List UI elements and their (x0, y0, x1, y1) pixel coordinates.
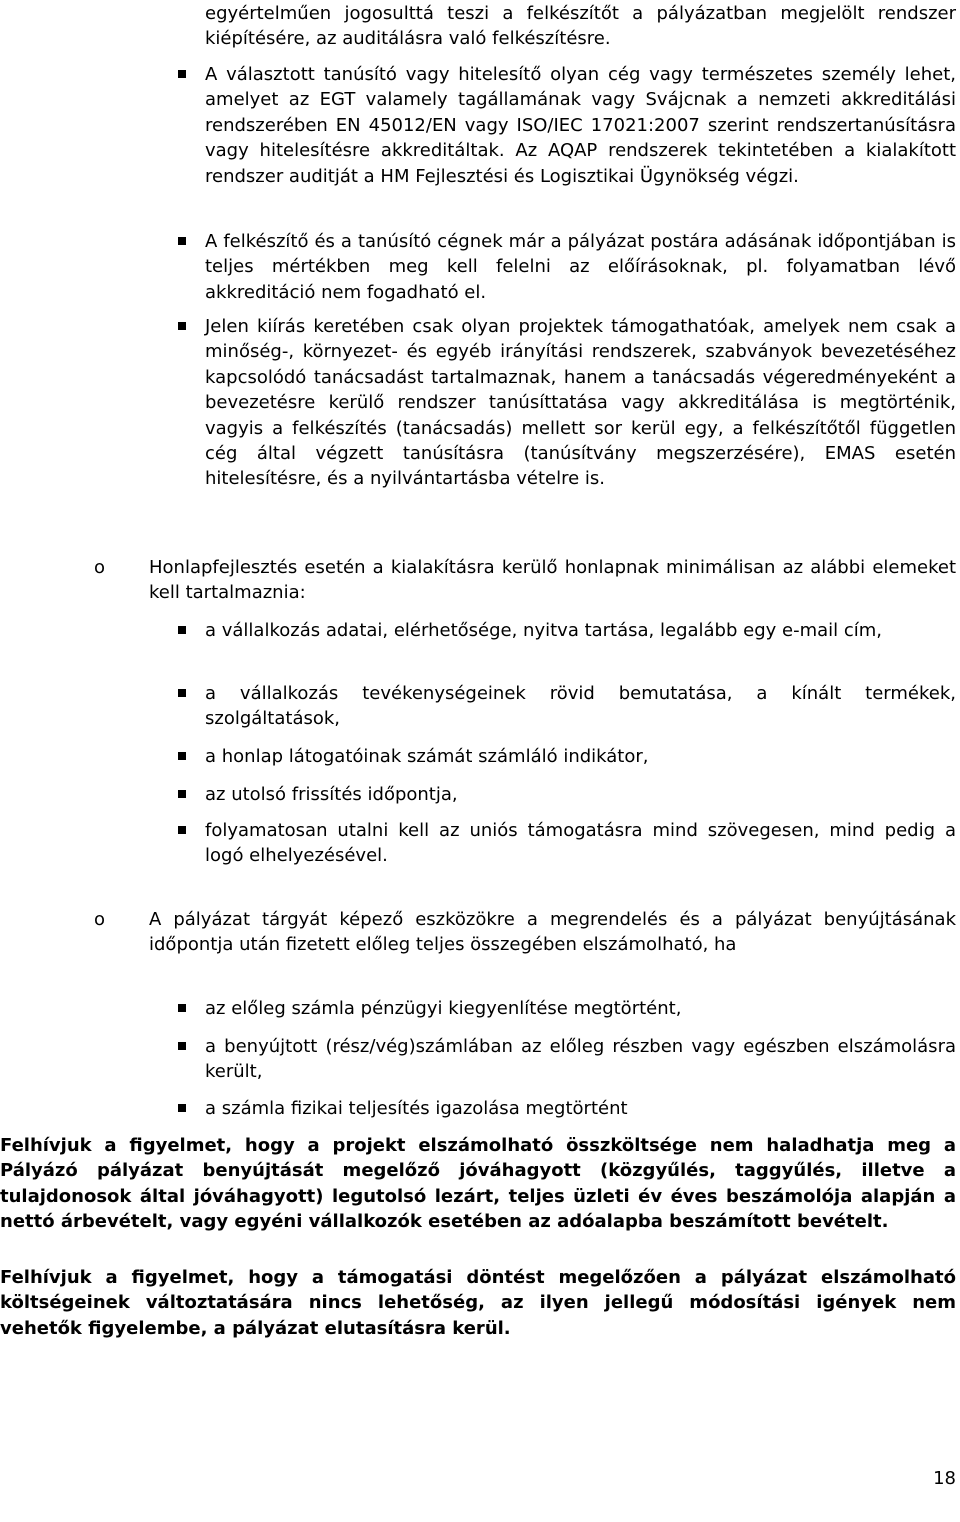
bullet-text: Jelen kiírás keretében csak olyan projektek támogathatóak, amelyek nem csak a minőség-, környezet- és egyéb irányítási rendszerek, szabványok bevezetéséhez kapcsolódó tanácsadást tartalmaznak, hanem a tanácsadás végeredményeként a bevezetésre kerülő rendszer tanúsíttatása vagy akkreditálása is megtörténik, vagyis a felkészítés (tanácsadás) mellett sor kerül egy, a felkészítőtől független cég által végzett tanúsításra (tanúsítvány megszerzésére), EMAS esetén hitelesítésre, és a nyilvántartásba vételre is. (205, 316, 956, 490)
section-intro: A pályázat tárgyát képező eszközökre a megrendelés és a pályázat benyújtásának időpontja után fizetett előleg teljes összegében elszámolható, ha (149, 909, 956, 956)
bullet-text: A választott tanúsító vagy hitelesítő olyan cég vagy természetes személy lehet, amelyet az EGT valamely tagállamának vagy Svájcnak a nemzeti akkreditálási rendszerében EN 45012/EN vagy ISO/IEC 17021:2007 szerint rendszertanúsításra vagy hitelesítésre akkreditáltak. Az AQAP rendszerek tekintetében a kialakított rendszer auditját a HM Fejlesztési és Logisztikai Ügynökség végzi. (205, 64, 956, 187)
section-intro: Honlapfejlesztés esetén a kialakításra kerülő honlapnak minimálisan az alábbi elemeket kell tartalmaznia: (149, 557, 956, 604)
page-number: 18 (933, 1468, 956, 1489)
square-bullet-icon (178, 689, 186, 697)
bullet-text: folyamatosan utalni kell az uniós támogatásra mind szövegesen, mind pedig a logó elhelyezésével. (205, 820, 956, 867)
square-bullet-icon (178, 322, 186, 330)
square-bullet-icon (178, 70, 186, 78)
square-bullet-icon (178, 1104, 186, 1112)
circle-bullet-icon: o (94, 909, 106, 930)
square-bullet-icon (178, 790, 186, 798)
square-bullet-icon (178, 752, 186, 760)
square-bullet-icon (178, 1004, 186, 1012)
bullet-text: az előleg számla pénzügyi kiegyenlítése megtörtént, (205, 998, 682, 1019)
bullet-text: a vállalkozás adatai, elérhetősége, nyitva tartása, legalább egy e-mail cím, (205, 620, 883, 641)
bullet-text: a benyújtott (rész/vég)számlában az előleg részben vagy egészben elszámolásra került, (205, 1036, 956, 1083)
bullet-text: a honlap látogatóinak számát számláló indikátor, (205, 746, 649, 767)
notice-paragraph: Felhívjuk a figyelmet, hogy a projekt elszámolható összköltsége nem haladhatja meg a Pályázó pályázat benyújtását megelőző jóváhagyott (közgyűlés, taggyűlés, illetve a tulajdonosok által jóváhagyott) legutolsó lezárt, teljes üzleti év éves beszámolója alapján a nettó árbevételt, vagy egyéni vállalkozók esetében az adóalapba beszámított bevételt. (0, 1135, 956, 1233)
square-bullet-icon (178, 826, 186, 834)
square-bullet-icon (178, 237, 186, 245)
bullet-text: A felkészítő és a tanúsító cégnek már a pályázat postára adásának időpontjában is teljes mértékben meg kell felelni az előírásoknak, pl. folyamatban lévő akkreditáció nem fogadható el. (205, 231, 956, 303)
notice-paragraph: Felhívjuk a figyelmet, hogy a támogatási döntést megelőzően a pályázat elszámolható költségeinek változtatására nincs lehetőség, az ilyen jellegű módosítási igények nem vehetők figyelembe, a pályázat elutasításra kerül. (0, 1267, 956, 1339)
square-bullet-icon (178, 1042, 186, 1050)
square-bullet-icon (178, 626, 186, 634)
bullet-text: a számla fizikai teljesítés igazolása megtörtént (205, 1098, 628, 1119)
bullet-text: a vállalkozás tevékenységeinek rövid bemutatása, a kínált termékek, szolgáltatások, (205, 683, 956, 730)
bullet-text: az utolsó frissítés időpontja, (205, 784, 458, 805)
continuation-paragraph: egyértelműen jogosulttá teszi a felkészítőt a pályázatban megjelölt rendszer kiépítésére, az auditálásra való felkészítésre. (205, 3, 956, 50)
circle-bullet-icon: o (94, 557, 106, 578)
